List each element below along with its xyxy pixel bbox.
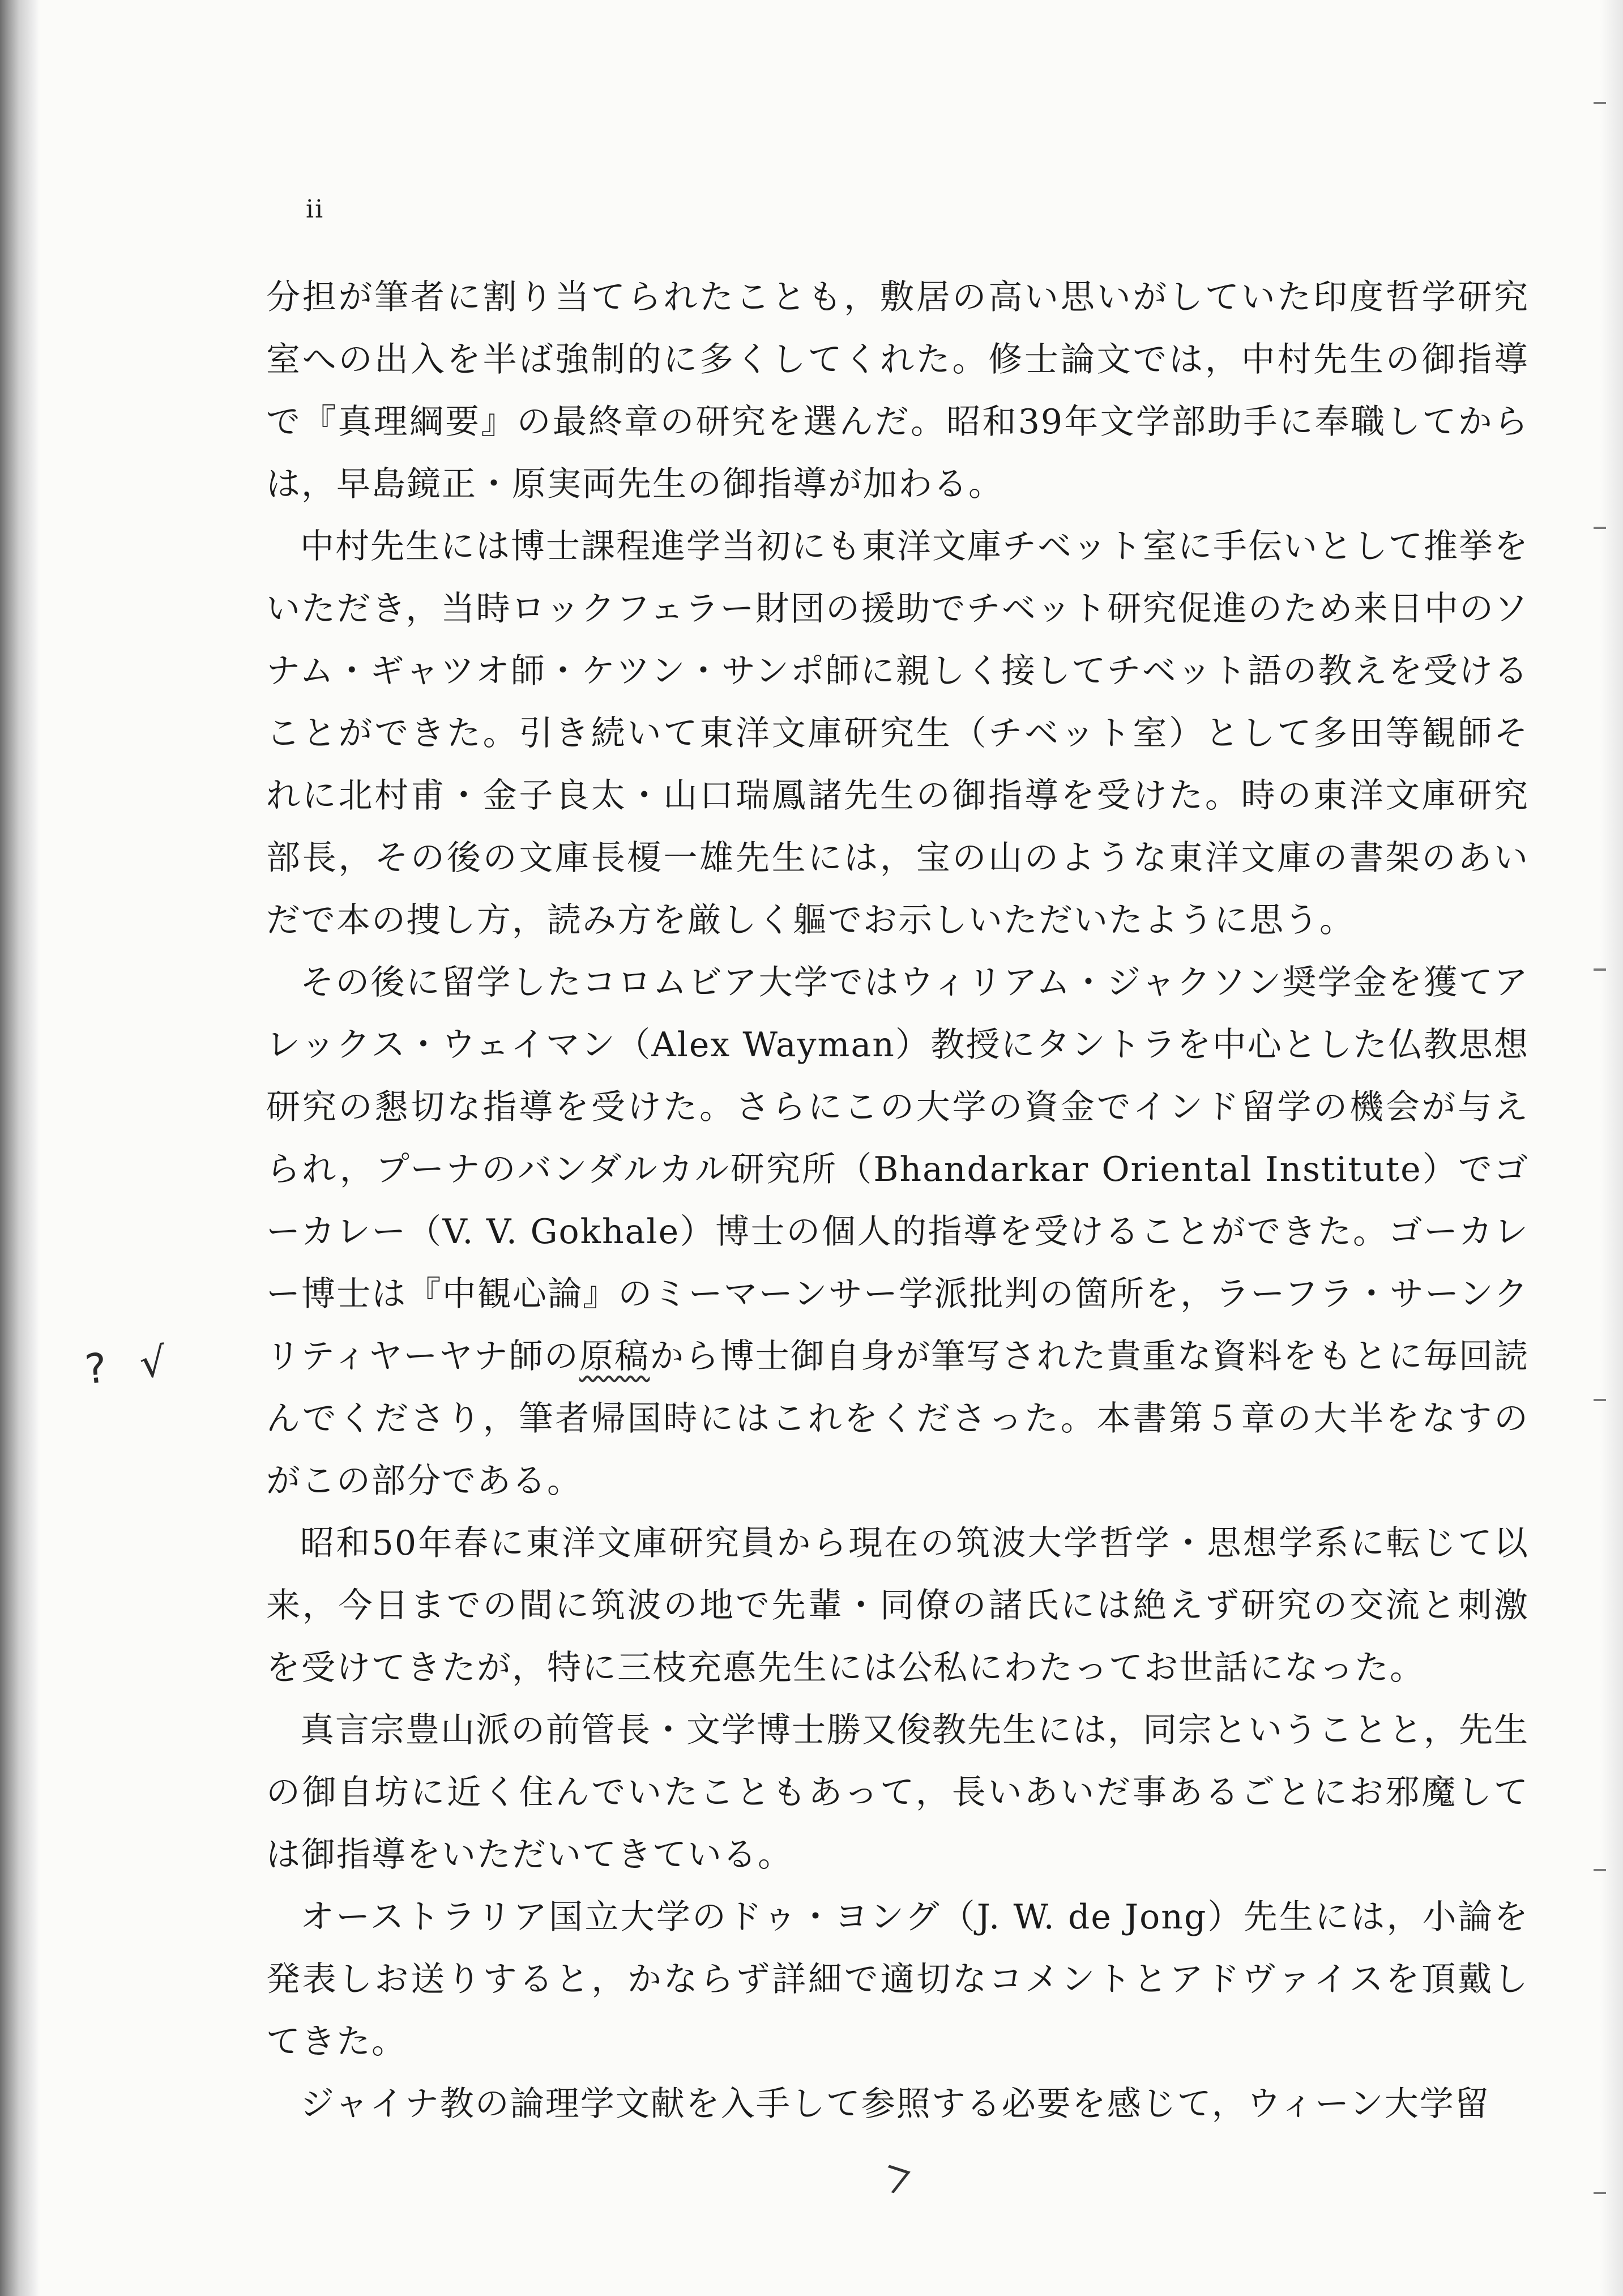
paragraph: 分担が筆者に割り当てられたことも，敷居の高い思いがしていた印度哲学研究室への出入を半ば強制的に多くしてくれた。修士論文では，中村先生の御指導で『真理綱要』の最終章の研究を選んだ。昭和39年文学部助手に奉職してからは，早島鏡正・原実両先生の御指導が加わる。 — [266, 278, 1529, 504]
page-number: ii — [306, 195, 324, 224]
body-text — [266, 266, 1529, 2135]
handwritten-margin-note: ? √ — [83, 1336, 178, 1394]
handwritten-stray-mark — [873, 2165, 911, 2193]
paragraph: オーストラリア国立大学のドゥ・ヨング（J. W. de Jong）先生には，小論を発表しお送りすると，かならず詳細で適切なコメントとアドヴァイスを頂戴してきた。 — [266, 1897, 1529, 2062]
wavy-underlined-word: 原稿 — [579, 1337, 650, 1376]
scan-binding-shadow — [0, 0, 40, 2296]
scan-right-edge — [1600, 0, 1623, 2296]
paragraph: 昭和50年春に東洋文庫研究員から現在の筑波大学哲学・思想学系に転じて以来，今日までの間に筑波の地で先輩・同僚の諸氏には絶えず研究の交流と刺激を受けてきたが，特に三枝充悳先生には公私にわたってお世話になった。 — [266, 1523, 1529, 1688]
paragraph: 中村先生には博士課程進学当初にも東洋文庫チベット室に手伝いとして推挙をいただき，当時ロックフェラー財団の援助でチベット研究促進のため来日中のソナム・ギャツオ師・ケツン・サンポ師に親しく接してチベット語の教えを受けることができた。引き続いて東洋文庫研究生（チベット室）として多田等観師それに北村甫・金子良太・山口瑞鳳諸先生の御指導を受けた。時の東洋文庫研究部長，その後の文庫長榎一雄先生には，宝の山のような東洋文庫の書架のあいだで本の捜し方，読み方を厳しく軀でお示しいただいたように思う。 — [266, 527, 1529, 940]
scan-edge-mark — [1594, 1399, 1606, 1401]
scan-edge-mark — [1594, 2192, 1606, 2194]
scan-edge-mark — [1594, 1869, 1606, 1871]
paragraph-text: から博士御自身が筆写された貴重な資料をもとに毎回読んでくださり，筆者帰国時にはこれをくださった。本書第５章の大半をなすのがこの部分である。 — [266, 1337, 1530, 1501]
scan-edge-mark — [1594, 102, 1606, 104]
paragraph: 真言宗豊山派の前管長・文学博士勝又俊教先生には，同宗ということと，先生の御自坊に近く住んでいたこともあって，長いあいだ事あるごとにお邪魔しては御指導をいただいてきている。 — [266, 1710, 1529, 1875]
paragraph — [266, 951, 1529, 1512]
scan-edge-mark — [1594, 527, 1606, 529]
paragraph: ジャイナ教の論理学文献を入手して参照する必要を感じて，ウィーン大学留 — [300, 2084, 1490, 2124]
scan-edge-mark — [1594, 968, 1606, 971]
paragraph-text: その後に留学したコロムビア大学ではウィリアム・ジャクソン奨学金を獲てアレックス・ウェイマン（Alex Wayman）教授にタントラを中心とした仏教思想研究の懇切な指導を受けた。さらにこの大学の資金でインド留学の機会が与えられ，プーナのバンダルカル研究所（Bhandarkar Oriental Institute）でゴーカレー（V. V. Gokhale）博士の個人的指導を受けることができた。ゴーカレー博士は『中観心論』のミーマーンサー学派批判の箇所を，ラーフラ・サーンクリティヤーヤナ師の — [266, 963, 1529, 1376]
